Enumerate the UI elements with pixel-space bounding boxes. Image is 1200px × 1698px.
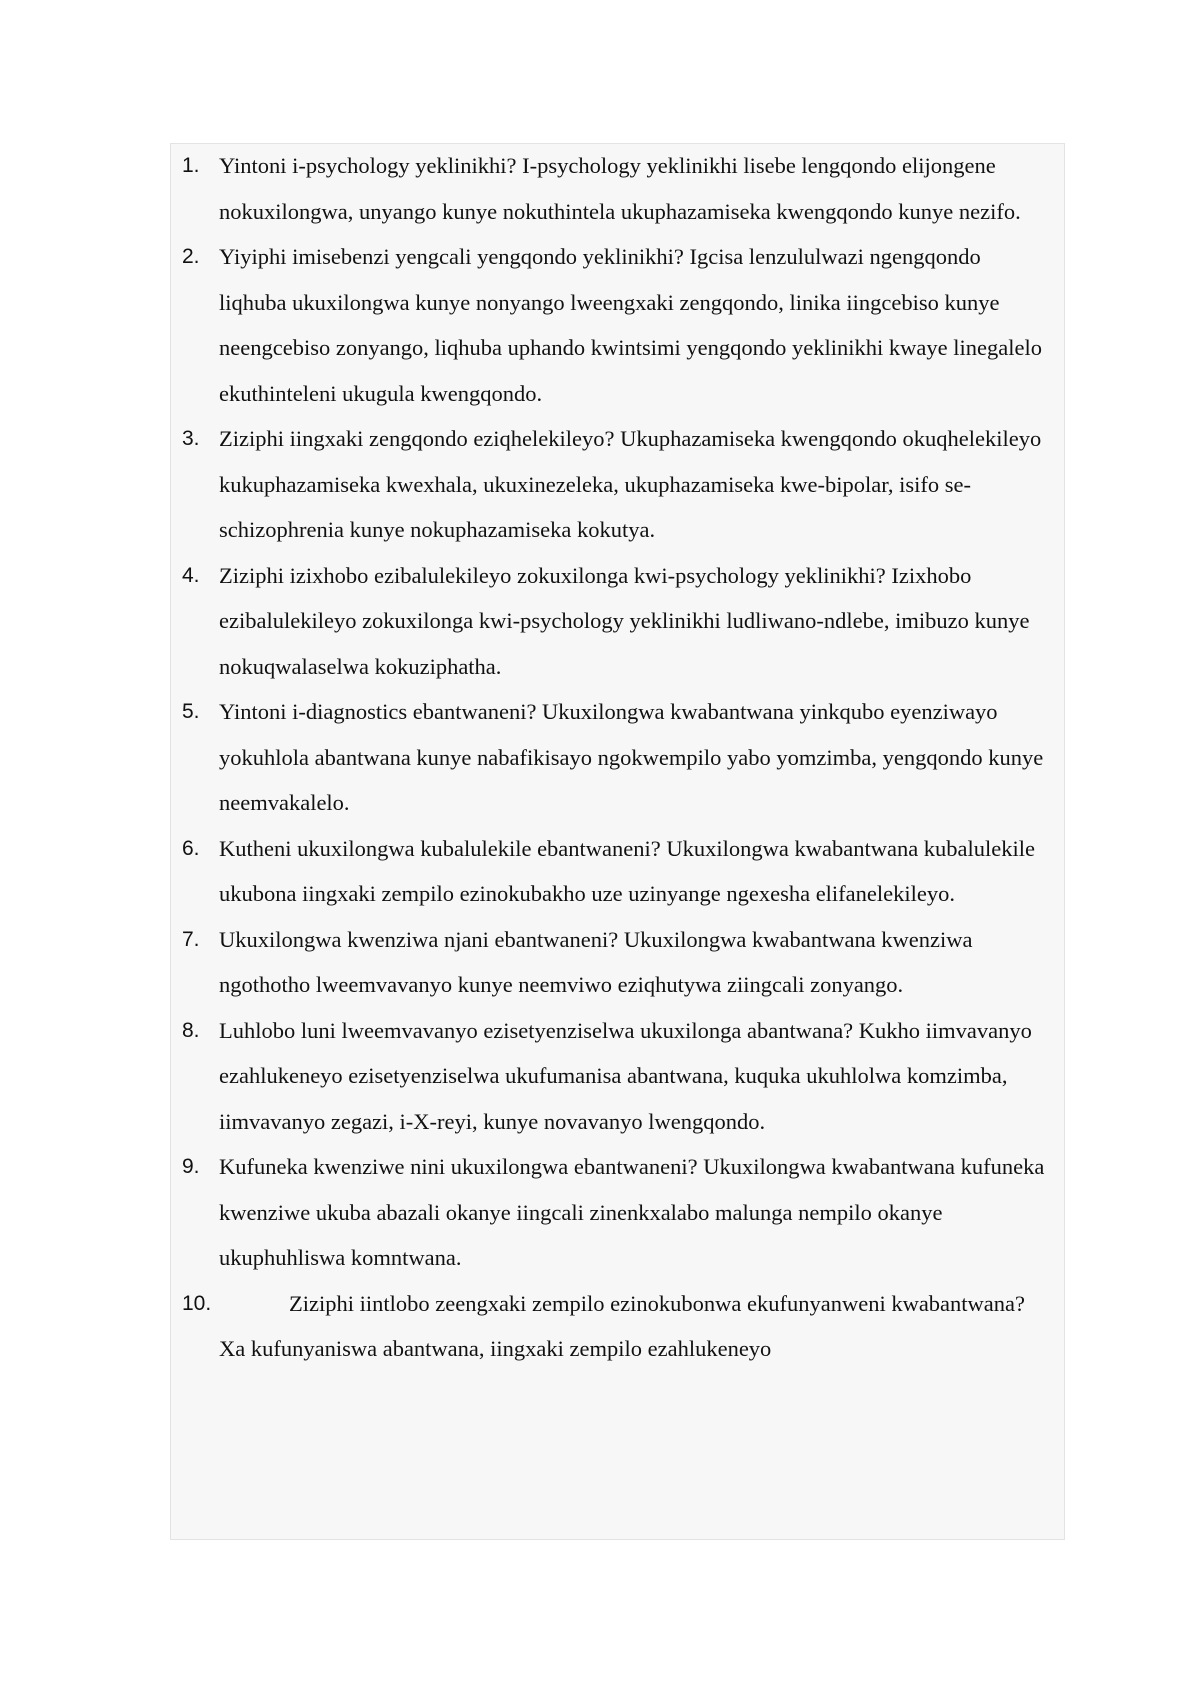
text-block <box>170 143 1065 1540</box>
item-text: Yiyiphi imisebenzi yengcali yengqondo yeklinikhi? Igcisa lenzululwazi ngengqondo liqhuba ukuxilongwa kunye nonyango lweengxaki zengqondo, linika iingcebiso kunye neengcebiso zonyango, liqhuba uphando kwintsimi yengqondo yeklinikhi kwaye linegalelo ekuthinteleni ukugula kwengqondo. <box>219 244 1042 406</box>
item-number: 1. <box>182 154 200 177</box>
list-item <box>171 917 1065 1008</box>
list-item <box>171 416 1065 553</box>
list-item <box>171 234 1065 416</box>
list-item <box>171 826 1065 917</box>
item-number: 8. <box>182 1018 200 1042</box>
item-number: 5. <box>182 700 200 723</box>
item-text: Ziziphi iintlobo zeengxaki zempilo ezinokubonwa ekufunyanweni kwabantwana? Xa kufunyaniswa abantwana, iingxaki zempilo ezahlukeneyo <box>219 1290 1026 1361</box>
qa-list <box>171 144 1065 1372</box>
item-number: 3. <box>182 427 200 450</box>
list-item <box>171 143 1065 234</box>
item-number: 6. <box>182 836 200 860</box>
item-number: 10. <box>182 1291 212 1315</box>
item-number: 2. <box>182 245 200 268</box>
list-item <box>171 1144 1065 1281</box>
item-text: Kufuneka kwenziwe nini ukuxilongwa ebantwaneni? Ukuxilongwa kwabantwana kufuneka kwenziwe ukuba abazali okanye iingcali zinenkxalabo malunga nempilo okanye ukuphuhliswa komntwana. <box>219 1154 1045 1270</box>
list-item <box>171 1008 1065 1145</box>
item-number: 4. <box>182 563 200 587</box>
list-item <box>171 553 1065 690</box>
list-item <box>171 689 1065 826</box>
item-text: Ziziphi iingxaki zengqondo eziqhelekileyo? Ukuphazamiseka kwengqondo okuqhelekileyo kukuphazamiseka kwexhala, ukuxinezeleka, ukuphazamiseka kwe-bipolar, isifo se-schizophrenia kunye nokuphazamiseka kokutya. <box>219 426 1042 542</box>
item-text: Kutheni ukuxilongwa kubalulekile ebantwaneni? Ukuxilongwa kwabantwana kubalulekile ukubona iingxaki zempilo ezinokubakho uze uzinyange ngexesha elifanelekileyo. <box>219 835 1036 906</box>
item-text: Luhlobo luni lweemvavanyo ezisetyenziselwa ukuxilonga abantwana? Kukho iimvavanyo ezahlukeneyo ezisetyenziselwa ukufumanisa abantwana, kuquka ukuhlolwa komzimba, iimvavanyo zegazi, i-X-reyi, kunye novavanyo lwengqondo. <box>219 1017 1032 1134</box>
item-text: Yintoni i-psychology yeklinikhi? I-psychology yeklinikhi lisebe lengqondo elijongene nokuxilongwa, unyango kunye nokuthintela ukuphazamiseka kwengqondo kunye nezifo. <box>219 153 1021 224</box>
item-text: Ziziphi izixhobo ezibalulekileyo zokuxilonga kwi-psychology yeklinikhi? Izixhobo ezibalulekileyo zokuxilonga kwi-psychology yeklinikhi ludliwano-ndlebe, imibuzo kunye nokuqwalaselwa kokuziphatha. <box>219 562 1030 679</box>
item-number: 9. <box>182 1155 200 1178</box>
item-number: 7. <box>182 927 200 951</box>
list-item <box>171 1281 1065 1372</box>
item-text: Ukuxilongwa kwenziwa njani ebantwaneni? Ukuxilongwa kwabantwana kwenziwa ngothotho lweemvavanyo kunye neemviwo eziqhutywa ziingcali zonyango. <box>219 926 973 997</box>
item-text: Yintoni i-diagnostics ebantwaneni? Ukuxilongwa kwabantwana yinkqubo eyenziwayo yokuhlola abantwana kunye nabafikisayo ngokwempilo yabo yomzimba, yengqondo kunye neemvakalelo. <box>219 699 1044 815</box>
